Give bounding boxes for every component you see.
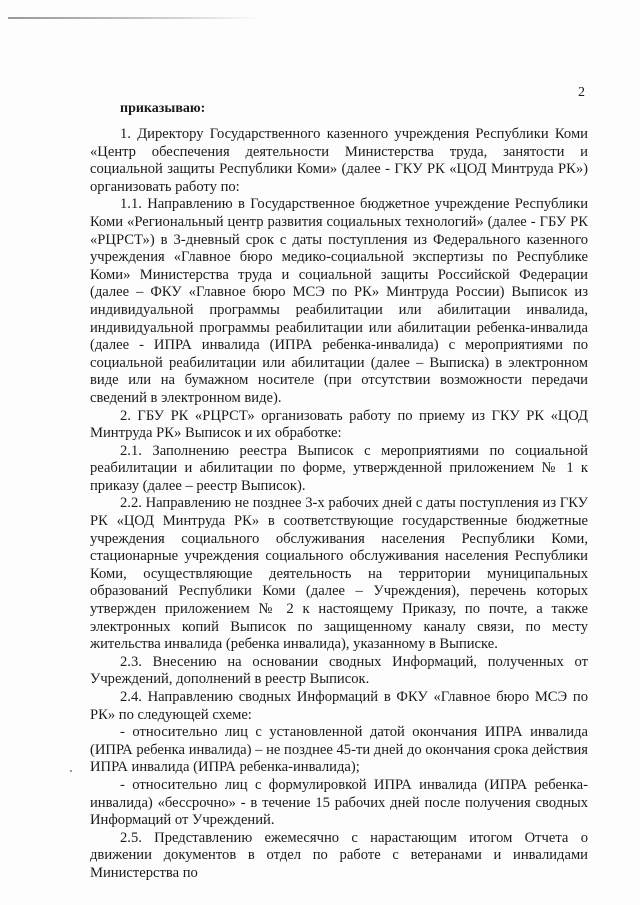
paragraph-2-5: 2.5. Представлению ежемесячно с нарастающим итогом Отчета о движении документов в отдел по работе с ветеранами и инвалидами Министерства по — [90, 829, 588, 881]
paragraph-1: 1. Директору Государственного казенного учреждения Республики Коми «Центр обеспечения деятельности Министерства труда, занятости и социальной защиты Республики Коми» (далее - ГКУ РК «ЦОД Минтруда РК») организовать работу по: — [90, 126, 588, 195]
scan-artifact-line — [8, 17, 258, 19]
paragraph-2-2: 2.2. Направлению не позднее 3-х рабочих дней с даты поступления из ГКУ РК «ЦОД Минтруда РК» в соответствующие государственные бюджетные учреждения социального обслуживания населения Республики Коми, стационарные учреждения социального обслуживания населения Республики Коми, осуществляющие деятельность на территории муниципальных образований Республики Коми (далее – Учреждения), перечень которых утвержден приложением № 2 к настоящему Приказу, по почте, а также электронных копий Выписок по защищенному каналу связи, по месту жительства инвалида (ребенка инвалида), указанному в Выписке. — [90, 495, 588, 653]
page-number: 2 — [578, 85, 585, 100]
paragraph-2-4: 2.4. Направлению сводных Информаций в ФКУ «Главное бюро МСЭ по РК» по следующей схеме: — [90, 689, 588, 723]
scan-speck — [70, 770, 72, 772]
paragraph-2-1: 2.1. Заполнению реестра Выписок с мероприятиями по социальной реабилитации и абилитации по форме, утвержденной приложением № 1 к приказу (далее – реестр Выписок). — [90, 442, 588, 494]
list-item-fixed-term: - относительно лиц с установленной датой окончания ИПРА инвалида (ИПРА ребенка инвалида) – не позднее 45-ти дней до окончания срока действия ИПРА инвалида (ИПРА ребенка-инвалида); — [90, 724, 588, 776]
list-item-indefinite: - относительно лиц с формулировкой ИПРА инвалида (ИПРА ребенка-инвалида) «бессрочно» - в течение 15 рабочих дней после получения сводных Информаций от Учреждений. — [90, 776, 588, 829]
paragraph-1-1: 1.1. Направлению в Государственное бюджетное учреждение Республики Коми «Региональный центр развития социальных технологий» (далее - ГБУ РК «РЦРСТ») в 3-дневный срок с даты поступления из Федерального казенного учреждения «Главное бюро медико-социальной экспертизы по Республике Коми» Министерства труда и социальной защиты Российской Федерации (далее – ФКУ «Главное бюро МСЭ по РК» Минтруда России) Выписок из индивидуальной программы реабилитации или абилитации инвалида, индивидуальной программы реабилитации или абилитации ребенка-инвалида (далее - ИПРА инвалида (ИПРА ребенка-инвалида) с мероприятиями по социальной реабилитации или абилитации (далее – Выписка) в электронном виде или на бумажном носителе (при отсутствии возможности передачи сведений в электронном виде). — [90, 196, 588, 406]
document-body — [90, 126, 588, 883]
paragraph-2: 2. ГБУ РК «РЦРСТ» организовать работу по приему из ГКУ РК «ЦОД Минтруда РК» Выписок и их обработке: — [90, 407, 588, 442]
order-heading: приказываю: — [120, 101, 206, 116]
paragraph-2-3: 2.3. Внесению на основании сводных Информаций, полученных от Учреждений, дополнений в реестр Выписок. — [90, 653, 588, 688]
